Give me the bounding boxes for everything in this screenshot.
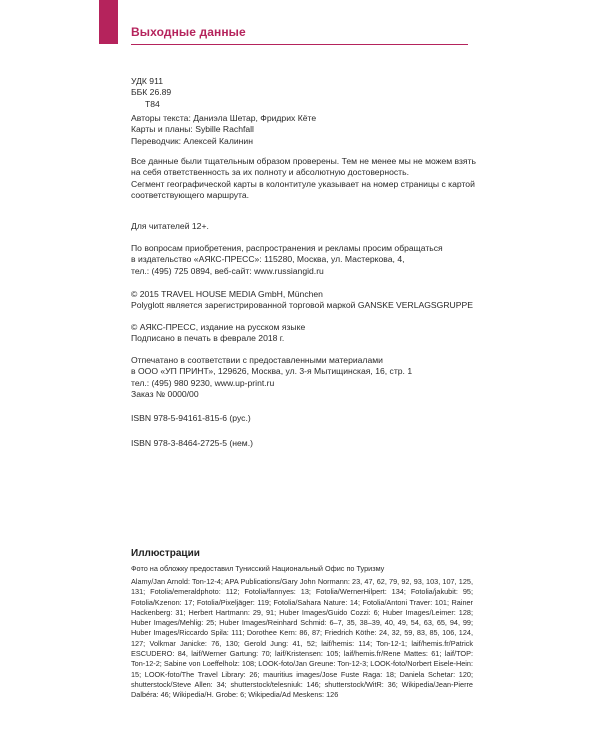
contacts-line-2: в издательство «АЯКС-ПРЕСС»: 115280, Москва, ул. Мастеркова, 4, <box>131 254 405 265</box>
rights-line-2: Подписано в печать в феврале 2018 г. <box>131 333 285 344</box>
age-rating-block <box>131 221 476 232</box>
rights-line-1: © АЯКС-ПРЕСС, издание на русском языке <box>131 322 306 332</box>
isbn-ru-block <box>131 413 476 424</box>
bbk-line: ББК 26.89 <box>131 87 172 98</box>
copyright-block <box>131 289 476 312</box>
illustrations-heading: Иллюстрации <box>131 548 200 559</box>
printer-line-1: Отпечатано в соответствии с предоставленными материалами <box>131 355 383 365</box>
order-number: Заказ № 0000/00 <box>131 389 199 400</box>
section-title: Выходные данные <box>131 25 246 39</box>
contacts-block <box>131 243 476 277</box>
isbn-de: ISBN 978-3-8464-2725-5 (нем.) <box>131 438 253 448</box>
translator-line: Переводчик: Алексей Калинин <box>131 135 253 146</box>
contacts-line-1: По вопросам приобретения, распространения и рекламы просим обращаться <box>131 243 443 253</box>
copyright-line-2: Polyglott является зарегистрированной торговой маркой GANSKE VERLAGSGRUPPE <box>131 300 473 311</box>
maps-line: Карты и планы: Sybille Rachfall <box>131 124 254 135</box>
title-rule <box>131 44 468 45</box>
rights-block <box>131 322 476 345</box>
udk-line: УДК 911 <box>131 76 163 86</box>
age-rating: Для читателей 12+. <box>131 221 209 231</box>
credits-block <box>131 113 476 147</box>
contacts-line-3: тел.: (495) 725 0894, веб-сайт: www.russiangid.ru <box>131 265 324 276</box>
printer-line-3: тел.: (495) 980 9230, www.up-print.ru <box>131 377 275 388</box>
verification-block <box>131 156 476 202</box>
verification-line: Все данные были тщательным образом проверены. Тем не менее мы не можем взять на себя ответственность за их полноту и абсолютную достоверность. <box>131 156 476 178</box>
cover-photo-credit: Фото на обложку предоставил Тунисский Национальный Офис по Туризму <box>131 564 385 573</box>
accent-tab <box>99 0 118 44</box>
printer-block <box>131 355 476 401</box>
isbn-de-block <box>131 438 476 449</box>
isbn-ru: ISBN 978-5-94161-815-6 (рус.) <box>131 413 251 423</box>
authors-line: Авторы текста: Даниэла Шетар, Фридрих Кёте <box>131 113 317 123</box>
photo-credits: Alamy/Jan Arnold: Ton-12-4; APA Publications/Gary John Normann: 23, 47, 62, 79, 92, 93, 103, 107, 125, 131; Fotolia/emeraldphoto: 112; Fotolia/fannyes: 13; Fotolia/WernerHilpert: 134; Fotolia/jakubit: 95; Fotolia/Kzenon: 17; Fotolia/Pixeljäger: 119; Fotolia/Sahara Nature: 14; Fotolia/Antoni Traver: 101; Rainer Hackenberg: 31; Herbert Hartmann: 29, 91; Huber Images/Guido Cozzi: 6; Huber Images/Leimer: 128; Huber Images/Mehlig: 25; Huber Images/Reinhard Schmid: 6–7, 35, 38–39, 40, 49, 54, 63, 65, 94, 99; Huber Images/Riccardo Spila: 111; Dorothee Kern: 86, 87; Friedrich Köthe: 24, 32, 59, 83, 85, 106, 124, 127; Volkmar Janicke: 76, 130; Gerold Jung: 41, 52; laif/hemis: 114; Ton-12-1; laif/hemis.fr/Patrick ESCUDERO: 84, laif/Werner Gartung: 70; laif/Kristensen: 105; laif/hemis.fr/Rene Mattes: 61; laif/TOP: Ton-12-2; Sabine von Loeffelholz: 108; LOOK-foto/Jan Greune: Ton-12-3; LOOK-foto/Norbert Eisele-Hein: 15; LOOK-foto/The Travel Library: 26; mauritius images/Jose Fuste Raga: 18; Daniela Schetar: 120; shutterstock/Steve Allen: 34; shutterstock/telesniuk: 146; shutterstock/WitR: 36; Wikipedia/Jean-Pierre Dalbéra: 46; Wikipedia/H. Grobe: 6; Wikipedia/Ad Meskens: 126 <box>131 577 473 700</box>
printer-line-2: в ООО «УП ПРИНТ», 129626, Москва, ул. 3-я Мытищинская, 16, стр. 1 <box>131 366 413 377</box>
author-code: Т84 <box>145 98 160 109</box>
map-segment-note: Сегмент географической карты в колонтитуле указывает на номер страницы с картой соответствующего маршрута. <box>131 178 475 201</box>
copyright-line-1: © 2015 TRAVEL HOUSE MEDIA GmbH, München <box>131 289 323 299</box>
classification-block <box>131 76 476 110</box>
